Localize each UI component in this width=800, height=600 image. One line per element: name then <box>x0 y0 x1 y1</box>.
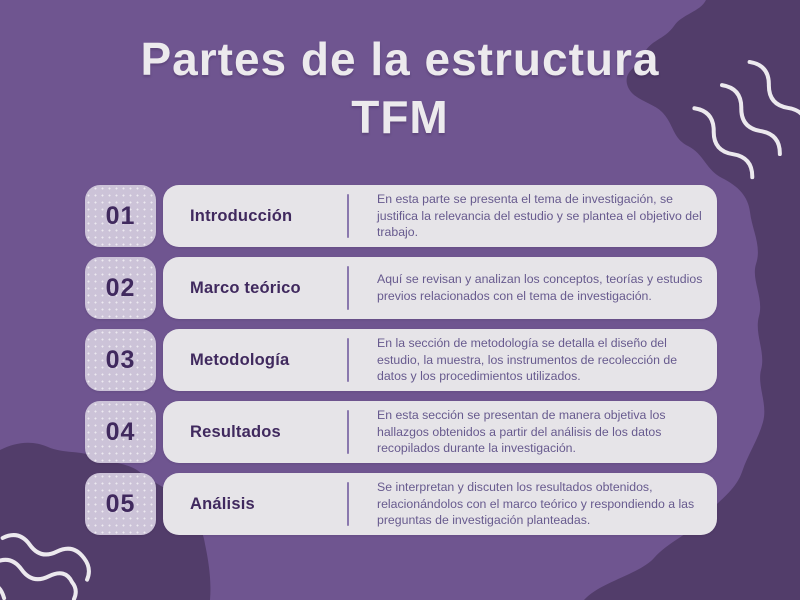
list-item <box>85 185 717 247</box>
item-number-tile <box>85 401 156 463</box>
item-number-tile <box>85 473 156 535</box>
item-number: 04 <box>105 417 136 446</box>
item-card <box>163 329 717 391</box>
item-description: En esta sección se presentan de manera objetiva los hallazgos obtenidos a partir del análisis de los datos recopilados durante la investigación. <box>377 408 666 456</box>
item-title: Resultados <box>190 422 281 441</box>
item-number-tile <box>85 329 156 391</box>
item-card <box>163 401 717 463</box>
item-number: 03 <box>105 345 136 374</box>
list-item <box>85 473 717 535</box>
page-title-line-2: TFM <box>351 91 449 143</box>
page-title <box>0 30 800 146</box>
item-title: Metodología <box>190 350 290 369</box>
item-number-tile <box>85 257 156 319</box>
item-number-tile <box>85 185 156 247</box>
item-card <box>163 473 717 535</box>
item-number: 01 <box>105 201 136 230</box>
item-card <box>163 185 717 247</box>
item-number: 05 <box>105 489 136 518</box>
item-description: En la sección de metodología se detalla el diseño del estudio, la muestra, los instrumentos de recolección de datos y los procedimientos utilizados. <box>377 336 678 384</box>
item-title: Marco teórico <box>190 278 301 297</box>
list-item <box>85 329 717 391</box>
item-title: Introducción <box>190 206 293 225</box>
list-item <box>85 401 717 463</box>
item-description: Se interpretan y discuten los resultados obtenidos, relacionándolos con el marco teórico y respondiendo a las preguntas de investigación planteadas. <box>377 480 695 528</box>
list-item <box>85 257 717 319</box>
item-description: Aquí se revisan y analizan los conceptos, teorías y estudios previos relacionados con el tema de investigación. <box>377 272 703 303</box>
item-number: 02 <box>105 273 136 302</box>
item-title: Análisis <box>190 494 255 513</box>
page-title-line-1: Partes de la estructura <box>140 33 660 85</box>
item-description: En esta parte se presenta el tema de investigación, se justifica la relevancia del estudio y se plantea el objetivo del trabajo. <box>377 192 702 240</box>
structure-list <box>85 185 717 535</box>
item-card <box>163 257 717 319</box>
